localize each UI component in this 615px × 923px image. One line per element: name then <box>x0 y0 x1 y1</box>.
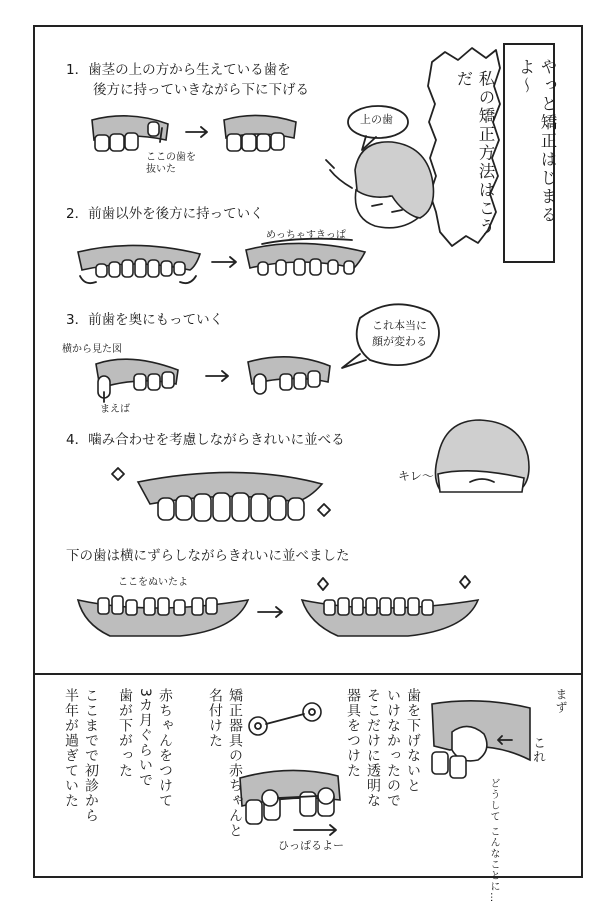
sparkle-icon <box>318 504 330 516</box>
step1-teeth-after <box>224 115 296 151</box>
pull-label: ひっぱるよー <box>278 839 344 852</box>
bottom-col7: 赤ちゃんをつけて <box>157 688 173 808</box>
tooth-closeup <box>432 701 530 778</box>
bottom-col5: 矯正器具の赤ちゃんと <box>227 688 243 838</box>
bottom-col1: 歯を下げないと <box>405 688 421 793</box>
step5-jaw-before <box>78 596 248 636</box>
step3-side-before <box>96 359 178 398</box>
step2-arrow <box>212 257 236 267</box>
step3-text: 3．前歯を奥にもっていく <box>66 312 224 328</box>
step2-arch-after <box>246 243 365 275</box>
braces-device <box>249 703 321 735</box>
bottom-why: どうして こんなことに… <box>488 778 499 904</box>
braces-on-teeth <box>240 770 340 835</box>
step2-note: めっちゃすきっぱ <box>266 230 346 241</box>
step2-arch-before <box>78 245 200 283</box>
step2-text: 2．前歯以外を後方に持っていく <box>66 206 264 222</box>
bottom-col6: 名付けた <box>207 688 223 748</box>
step4-text: 4．噛み合わせを考慮しながらきれいに並べる <box>66 432 345 448</box>
step3-side-label: 横から見た図 <box>62 344 122 355</box>
bottom-col8: 3カ月ぐらいで <box>137 688 153 788</box>
step1-arrow <box>186 127 207 137</box>
step5-note: ここをぬいたよ <box>118 577 188 588</box>
sparkle-icon <box>112 468 124 480</box>
step1-text: 1．歯茎の上の方から生えている歯を 後方に持っていきながら下に下げる <box>66 62 309 98</box>
sparkle-icon <box>318 578 328 590</box>
step4-teeth <box>138 472 322 521</box>
step3-arrow <box>206 371 228 381</box>
step1-note: ここの歯を 抜いた <box>146 152 196 175</box>
title-text: やっと矯正はじまるよ〜 <box>516 58 557 225</box>
bottom-mazu: まず <box>554 688 568 714</box>
step5-jaw-after <box>302 598 478 636</box>
step1-teeth-before <box>92 116 168 151</box>
bottom-col11: 半年が過ぎていた <box>63 688 79 808</box>
bottom-col2: いけなかったので <box>385 688 401 808</box>
sparkle-icon <box>460 576 470 588</box>
step5-arrow <box>258 607 282 617</box>
step1-bubble-text: 上の歯 <box>360 113 393 126</box>
step4-face-text: キレ〜 <box>398 469 434 483</box>
step3-bubble-text: これ本当に 顔が変わる <box>372 319 427 348</box>
smiling-face <box>435 420 529 492</box>
method-bubble-text: 私の矯正方法はこうだ <box>454 70 495 237</box>
bottom-kore: これ <box>530 736 545 764</box>
step3-side-after <box>248 357 330 394</box>
girl-pointing <box>326 142 434 228</box>
bottom-col9: 歯が下がった <box>117 688 133 778</box>
step5-text: 下の歯は横にずらしながらきれいに並べました <box>66 548 350 564</box>
bottom-col4: 器具をつけた <box>345 688 361 778</box>
bottom-col10: ここまでで初診から <box>83 688 99 823</box>
step3-front-label: まえば <box>100 404 130 415</box>
bottom-col3: そこだけに透明な <box>365 688 381 808</box>
